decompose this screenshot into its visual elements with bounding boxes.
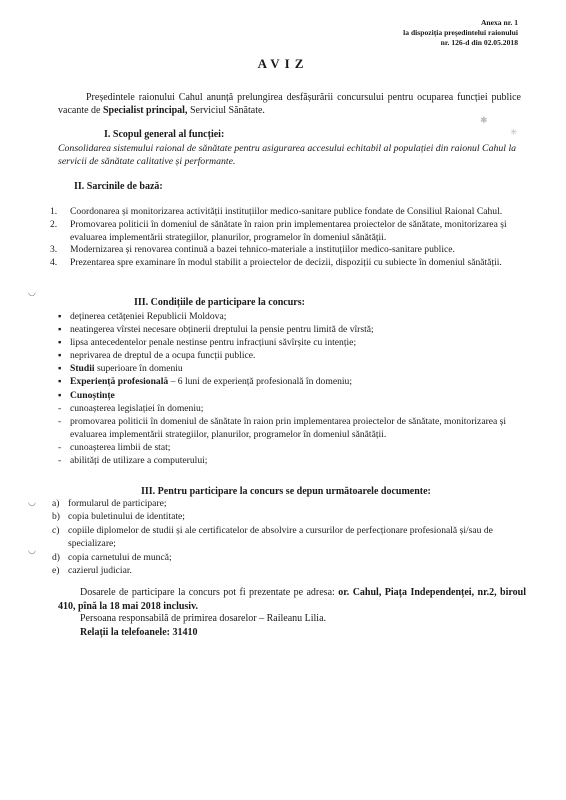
dash-marker: - (58, 455, 62, 467)
bullet-marker: ▪ (58, 363, 62, 375)
list-bold-text: Cunoștințe (70, 389, 115, 401)
annex-line-3: nr. 126-d din 02.05.2018 (440, 38, 518, 47)
tasks-list (50, 206, 535, 270)
list-text: – 6 luni de experiență profesională în domeniu; (168, 376, 352, 388)
letter-marker: b) (52, 511, 60, 523)
letter-marker: a) (52, 498, 60, 509)
list-item (50, 375, 540, 388)
list-item (50, 402, 540, 415)
list-text: cunoașterea limbii de stat; (70, 441, 171, 453)
section1-text: Consolidarea sistemului raional de sănătate pentru asigurarea accesului echitabil al populației din raionul Cahul la servicii de sănătate calitative și performante. (58, 143, 517, 167)
intro-text-before: Președintele raionului Cahul anunță prelungirea desfășurării concursului pentru ocuparea funcției publice vacante de (58, 92, 521, 116)
list-item (50, 454, 540, 467)
dossier-text: Dosarele de participare la concurs pot fi prezentate pe adresa: (80, 587, 335, 598)
list-number: 3. (50, 244, 58, 256)
responsible-person: Persoana responsabilă de primirea dosarelor – Raileanu Lilia. (80, 613, 327, 624)
scan-mark: ◡ (28, 545, 36, 555)
list-text: cazierul judiciar. (68, 565, 132, 577)
annex-line-2: la dispoziția președintelui raionului (403, 28, 518, 37)
list-text: abilități de utilizare a computerului; (70, 455, 208, 467)
bullet-marker: ▪ (58, 389, 62, 401)
dossier-paragraph (58, 586, 526, 613)
document-title: AVIZ (257, 56, 309, 71)
scan-mark: ◡ (28, 287, 36, 297)
documents-list (50, 497, 540, 577)
bullet-marker: ▪ (58, 337, 62, 349)
section3-heading: III. Condițiile de participare la concurs: (134, 297, 305, 308)
list-text: neprivarea de dreptul de a ocupa funcții publice. (70, 350, 256, 362)
list-text: promovarea politicii în domeniul de sănătate în raion prin implementarea proiectelor de sănătate, monitorizarea și evaluarea implementării strategiilor, planurilor, programelor în domeniul sănătății. (70, 415, 507, 440)
section4-heading: III. Pentru participare la concurs se depun următoarele documente: (141, 486, 431, 497)
dash-marker: - (58, 415, 62, 427)
letter-marker: e) (52, 565, 60, 577)
scan-speck: ✱ (480, 115, 488, 125)
list-text: formularul de participare; (68, 498, 167, 509)
list-item (50, 497, 540, 510)
list-item (50, 323, 540, 336)
list-item (50, 524, 540, 551)
list-number: 1. (50, 206, 58, 217)
scan-mark: ◡ (28, 497, 36, 507)
section1-heading: I. Scopul general al funcției: (104, 129, 225, 140)
intro-paragraph (58, 91, 521, 117)
list-item (50, 564, 540, 577)
list-text: copia carnetului de muncă; (68, 551, 172, 563)
list-item (50, 310, 540, 323)
dash-marker: - (58, 441, 62, 453)
list-number: 4. (50, 257, 58, 269)
bullet-marker: ▪ (58, 350, 62, 362)
conditions-list (50, 310, 540, 467)
list-text: Prezentarea spre examinare în modul stabilit a proiectelor de decizii, dispoziții cu subiecte în domeniul sănătății. (70, 257, 502, 269)
bullet-marker: ▪ (58, 311, 62, 322)
list-text: cunoașterea legislației în domeniu; (70, 402, 204, 414)
intro-text-after: Serviciul Sănătate. (187, 105, 265, 116)
bullet-marker: ▪ (58, 324, 62, 336)
list-text: Coordonarea și monitorizarea activității instituțiilor medico-sanitare publice fondate de Consiliul Raional Cahul. (70, 206, 503, 217)
list-item (50, 551, 540, 564)
letter-marker: d) (52, 551, 60, 563)
list-item (50, 219, 535, 245)
list-text: Promovarea politicii în domeniul de sănătate în raion prin implementarea proiectelor de sănătate, monitorizarea și evaluarea implementării strategiilor, planurilor, programelor în domeniul sănătății. (70, 218, 507, 243)
dash-marker: - (58, 402, 62, 414)
letter-marker: c) (52, 524, 60, 536)
list-bold-text: Studii (70, 363, 95, 375)
list-text: neatingerea vîrstei necesare obținerii dreptului la pensie pentru limită de vîrstă; (70, 324, 374, 336)
list-item (50, 257, 535, 270)
bullet-marker: ▪ (58, 376, 62, 388)
list-item (50, 389, 540, 402)
section2-heading: II. Sarcinile de bază: (74, 181, 163, 192)
list-item (50, 415, 540, 441)
list-bold-text: Experiență profesională (70, 376, 169, 388)
list-item (50, 362, 540, 375)
list-item (50, 336, 540, 349)
list-text: copia buletinului de identitate; (68, 511, 185, 523)
list-item (50, 441, 540, 454)
list-item (50, 206, 535, 219)
annex-header (403, 18, 518, 48)
list-number: 2. (50, 218, 58, 230)
dossier-address: or. Cahul, Piața Independenței, nr.2, biroul 410, pînă la 18 mai 2018 inclusiv. (58, 587, 526, 612)
list-text: deținerea cetățeniei Republicii Moldova; (70, 311, 227, 322)
scan-speck: ✳ (510, 127, 518, 137)
list-item (50, 244, 535, 257)
intro-position: Specialist principal, (102, 105, 188, 116)
list-text: copiile diplomelor de studii și ale certificatelor de absolvire a cursurilor de perfecționare profesională și/sau de specializare; (68, 524, 493, 550)
list-item (50, 510, 540, 523)
annex-line-1: Anexa nr. 1 (480, 18, 518, 27)
list-item (50, 349, 540, 362)
list-text: superioare în domeniu (94, 363, 183, 375)
list-text: Modernizarea și renovarea continuă a bazei tehnico-materiale a instituțiilor medico-sanitare publice. (70, 244, 455, 256)
contact-phones: Relații la telefoanele: 31410 (80, 627, 198, 638)
list-text: lipsa antecedentelor penale nestinse pentru infracțiuni săvîrșite cu intenție; (70, 337, 357, 349)
